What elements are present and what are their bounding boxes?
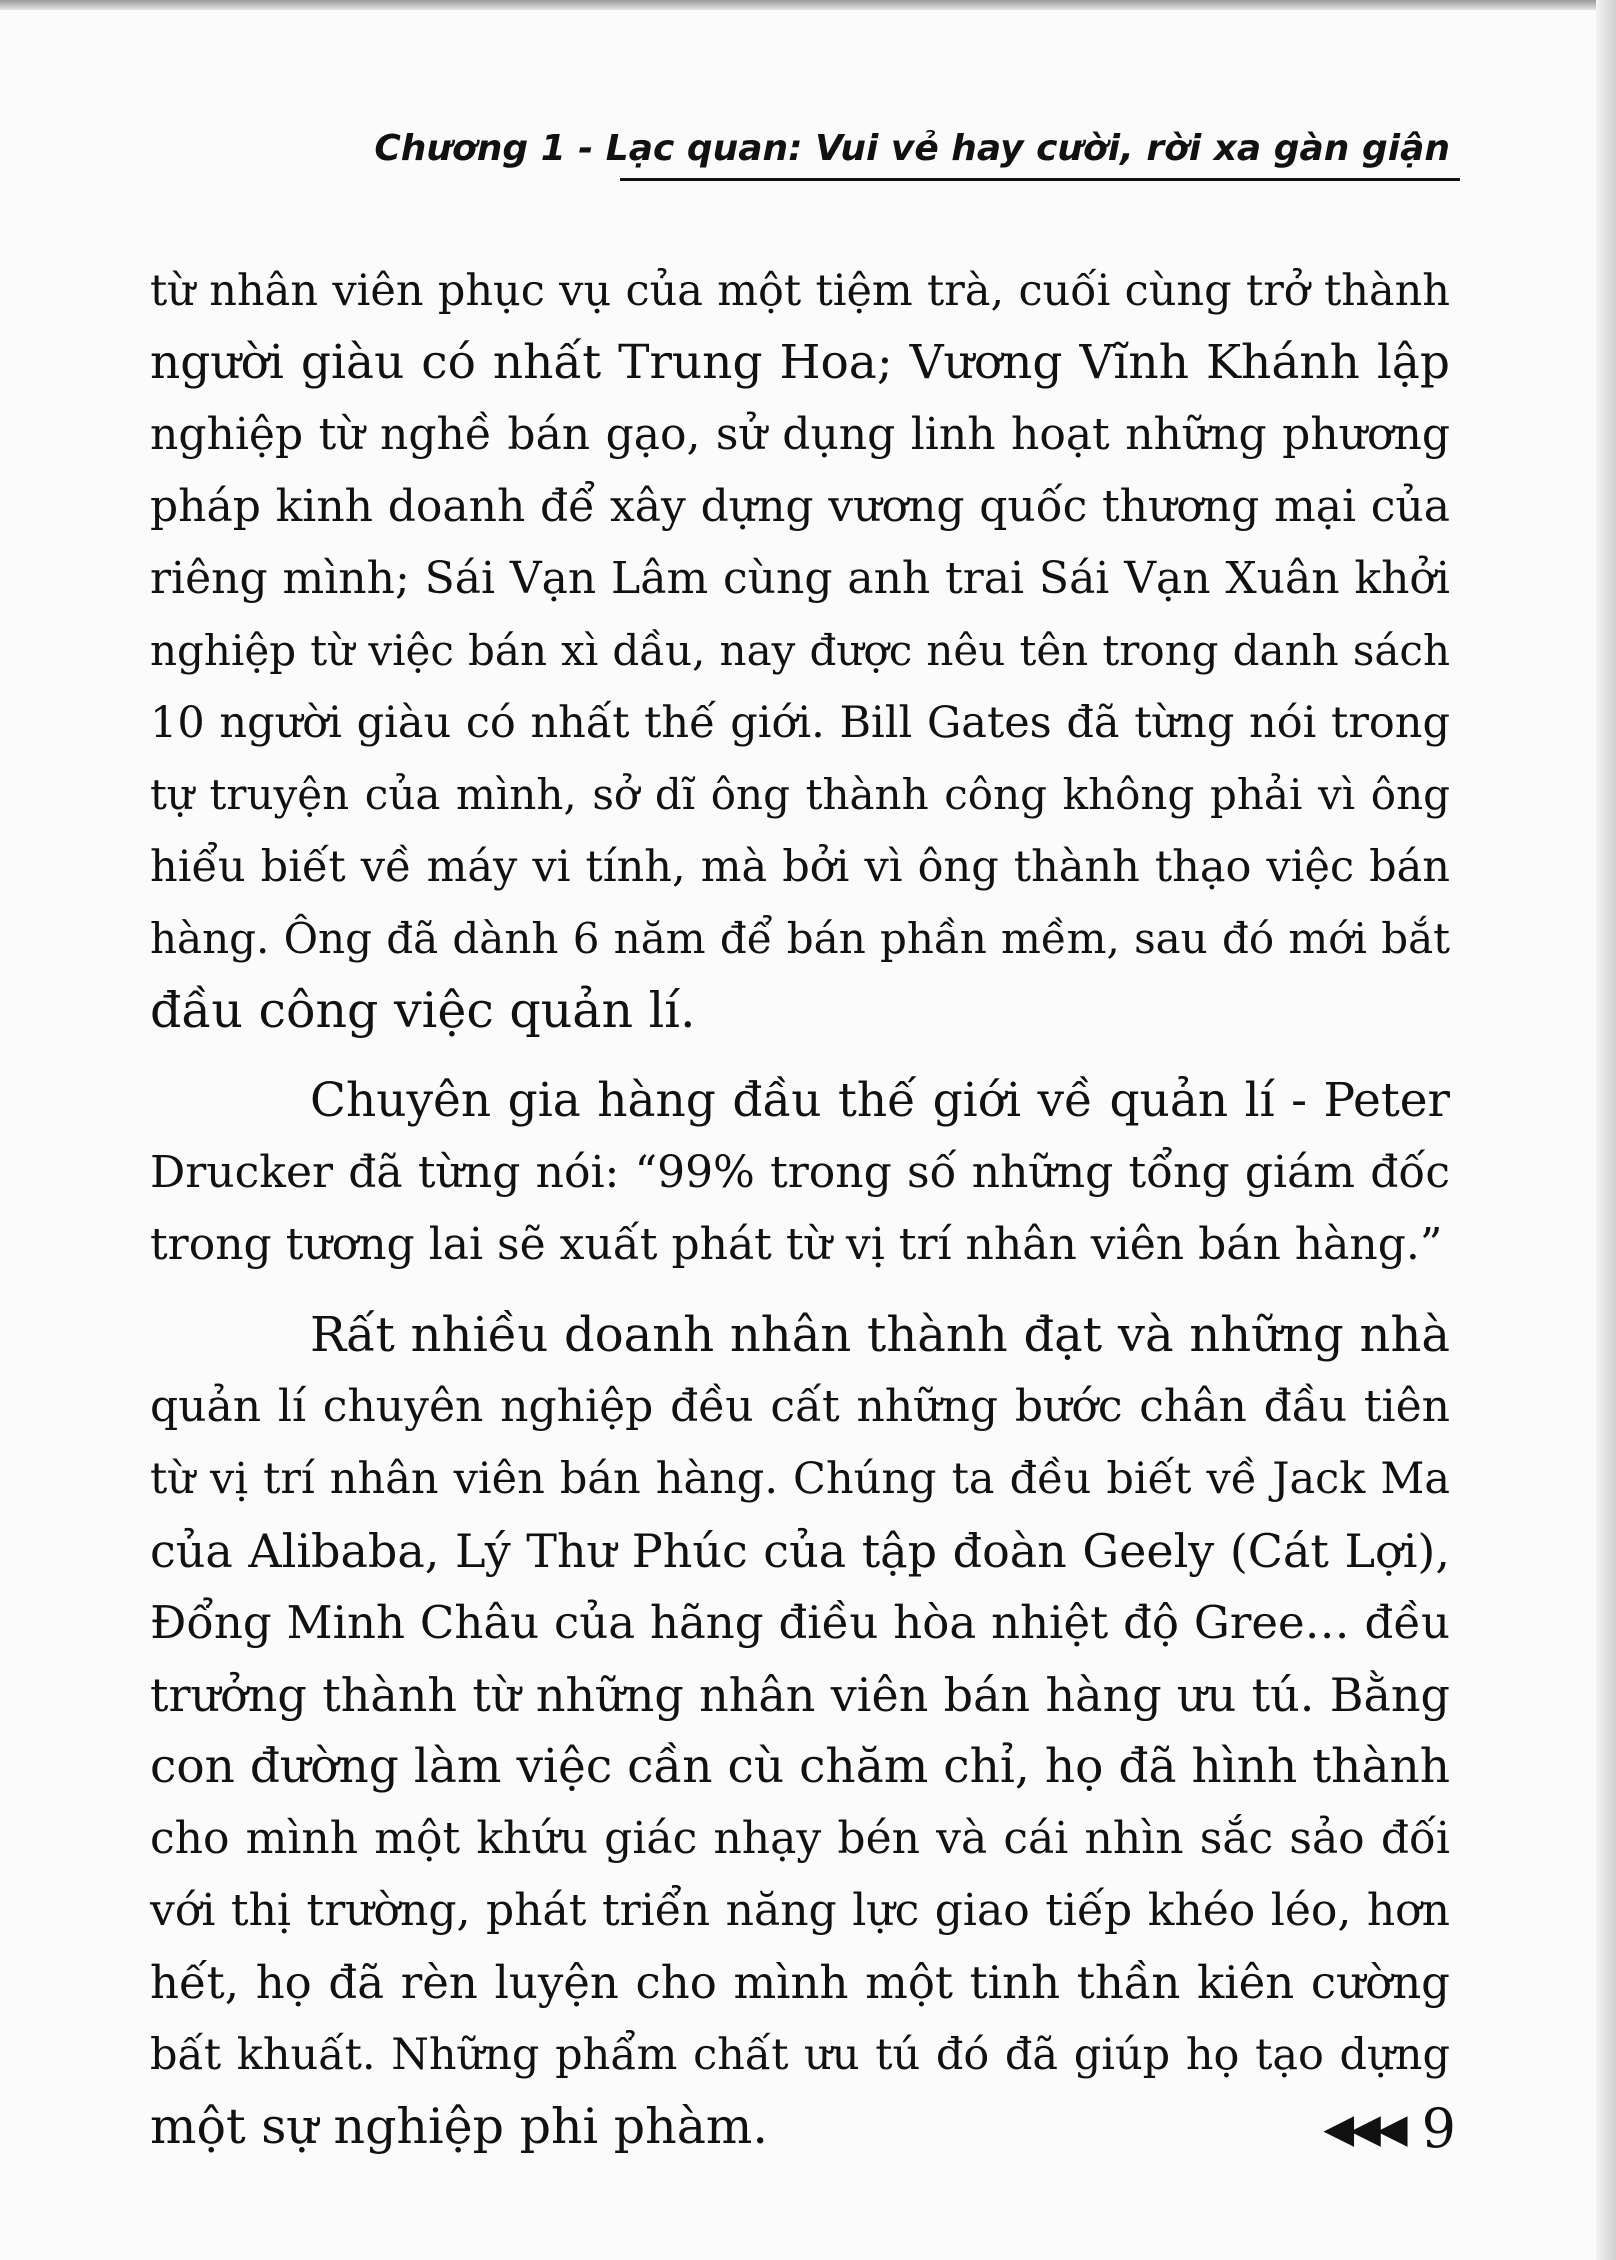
text-line: từ nhân viên phục vụ của một tiệm trà, cuối cùng trở thành bbox=[150, 266, 1450, 316]
text-line: quản lí chuyên nghiệp đều cất những bước chân đầu tiên bbox=[150, 1381, 1450, 1432]
text-line: riêng mình; Sái Vạn Lâm cùng anh trai Sái Vạn Xuân khởi bbox=[150, 553, 1450, 604]
text-line: Đổng Minh Châu của hãng điều hòa nhiệt độ Gree… đều bbox=[150, 1596, 1450, 1649]
paragraph-1 bbox=[150, 255, 1450, 1047]
text-line: hiểu biết về máy vi tính, mà bởi vì ông thành thạo việc bán bbox=[150, 842, 1450, 892]
text-line: con đường làm việc cần cù chăm chỉ, họ đã hình thành bbox=[150, 1739, 1450, 1794]
running-title: Chương 1 - Lạc quan: Vui vẻ hay cười, rời xa gàn giận bbox=[374, 128, 1450, 169]
text-line: nghiệp từ việc bán xì dầu, nay được nêu tên trong danh sách bbox=[150, 626, 1450, 675]
text-line: đầu công việc quản lí. bbox=[150, 982, 696, 1039]
text-line: nghiệp từ nghề bán gạo, sử dụng linh hoạt những phương bbox=[150, 409, 1450, 460]
page-right-edge bbox=[1596, 0, 1616, 2260]
running-header bbox=[374, 128, 1460, 180]
header-rule bbox=[620, 178, 1460, 181]
page-top-edge bbox=[0, 0, 1616, 10]
triple-arrow-icon: ◀◀◀ bbox=[1323, 2105, 1404, 2152]
text-line: Drucker đã từng nói: “99% trong số những tổng giám đốc bbox=[150, 1147, 1450, 1198]
text-line: trong tương lai sẽ xuất phát từ vị trí nhân viên bán hàng.” bbox=[150, 1219, 1443, 1270]
body-text bbox=[150, 255, 1450, 2181]
text-line: pháp kinh doanh để xây dựng vương quốc thương mại của bbox=[150, 481, 1450, 532]
paragraph-3 bbox=[150, 1299, 1450, 2163]
text-line: Chuyên gia hàng đầu thế giới về quản lí - Peter bbox=[310, 1073, 1450, 1128]
text-line: bất khuất. Những phẩm chất ưu tú đó đã giúp họ tạo dựng bbox=[150, 2030, 1450, 2080]
text-line: cho mình một khứu giác nhạy bén và cái nhìn sắc sảo đối bbox=[150, 1813, 1450, 1864]
text-line: với thị trường, phát triển năng lực giao tiếp khéo léo, hơn bbox=[150, 1885, 1450, 1936]
text-line: của Alibaba, Lý Thư Phúc của tập đoàn Geely (Cát Lợi), bbox=[150, 1524, 1450, 1578]
text-line: một sự nghiệp phi phàm. bbox=[150, 2098, 768, 2155]
text-line: người giàu có nhất Trung Hoa; Vương Vĩnh Khánh lập bbox=[150, 335, 1450, 390]
text-line: từ vị trí nhân viên bán hàng. Chúng ta đều biết về Jack Ma bbox=[150, 1454, 1450, 1504]
text-line: hết, họ đã rèn luyện cho mình một tinh thần kiên cường bbox=[150, 1956, 1450, 2009]
text-line: tự truyện của mình, sở dĩ ông thành công không phải vì ông bbox=[150, 770, 1450, 819]
text-line: Rất nhiều doanh nhân thành đạt và những nhà bbox=[310, 1307, 1450, 1363]
text-line: 10 người giàu có nhất thế giới. Bill Gates đã từng nói trong bbox=[150, 698, 1450, 748]
page-number: 9 bbox=[1421, 2097, 1456, 2160]
page-footer bbox=[1323, 2097, 1456, 2160]
text-line: hàng. Ông đã dành 6 năm để bán phần mềm, sau đó mới bắt bbox=[150, 914, 1450, 963]
text-line: trưởng thành từ những nhân viên bán hàng ưu tú. Bằng bbox=[150, 1668, 1450, 1722]
paragraph-2 bbox=[150, 1065, 1450, 1281]
